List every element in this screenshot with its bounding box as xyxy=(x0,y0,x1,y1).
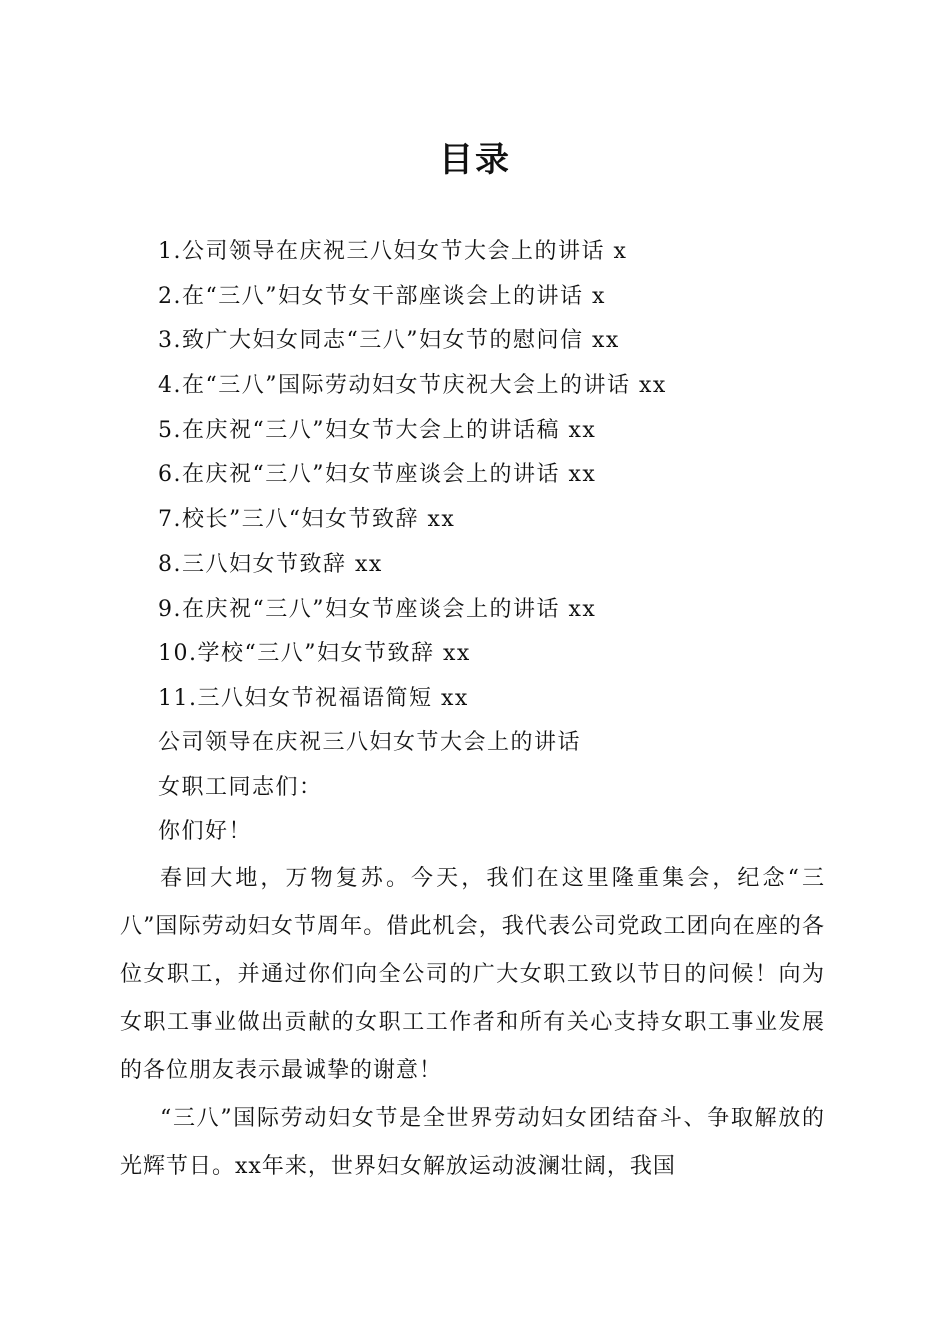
body-paragraph: “三八”国际劳动妇女节是全世界劳动妇女团结奋斗、争取解放的光辉节日。xx年来，世界妇女解放运动波澜壮阔，我国 xyxy=(120,1106,825,1179)
toc-item[interactable]: 8.三八妇女节致辞 xx xyxy=(158,551,383,577)
toc-item[interactable]: 6.在庆祝“三八”妇女节座谈会上的讲话 xx xyxy=(158,462,597,488)
section-title: 公司领导在庆祝三八妇女节大会上的讲话 xyxy=(158,730,582,755)
toc-item[interactable]: 9.在庆祝“三八”妇女节座谈会上的讲话 xx xyxy=(158,596,597,622)
toc-item[interactable]: 10.学校“三八”妇女节致辞 xx xyxy=(158,641,471,667)
toc-item[interactable]: 1.公司领导在庆祝三八妇女节大会上的讲话 x xyxy=(158,239,628,264)
toc-item[interactable]: 2.在“三八”妇女节女干部座谈会上的讲话 x xyxy=(158,283,606,309)
greeting: 你们好！ xyxy=(158,819,253,844)
table-of-contents xyxy=(158,230,838,722)
toc-item[interactable]: 3.致广大妇女同志“三八”妇女节的慰问信 xx xyxy=(158,328,620,354)
body-paragraph: 春回大地，万物复苏。今天，我们在这里隆重集会，纪念“三八”国际劳动妇女节周年。借此机会，我代表公司党政工团向在座的各位女职工，并通过你们向全公司的广大女职工致以节日的问候！向为女职工事业做出贡献的女职工工作者和所有关心支持女职工事业发展的各位朋友表示最诚挚的谢意！ xyxy=(120,866,825,1083)
toc-title: 目录 xyxy=(439,140,511,180)
toc-item[interactable]: 11.三八妇女节祝福语简短 xx xyxy=(158,685,469,711)
salutation: 女职工同志们： xyxy=(158,775,323,800)
toc-item[interactable]: 5.在庆祝“三八”妇女节大会上的讲话稿 xx xyxy=(158,417,597,443)
toc-item[interactable]: 4.在“三八”国际劳动妇女节庆祝大会上的讲话 xx xyxy=(158,373,667,399)
toc-item[interactable]: 7.校长”三八“妇女节致辞 xx xyxy=(158,507,456,533)
